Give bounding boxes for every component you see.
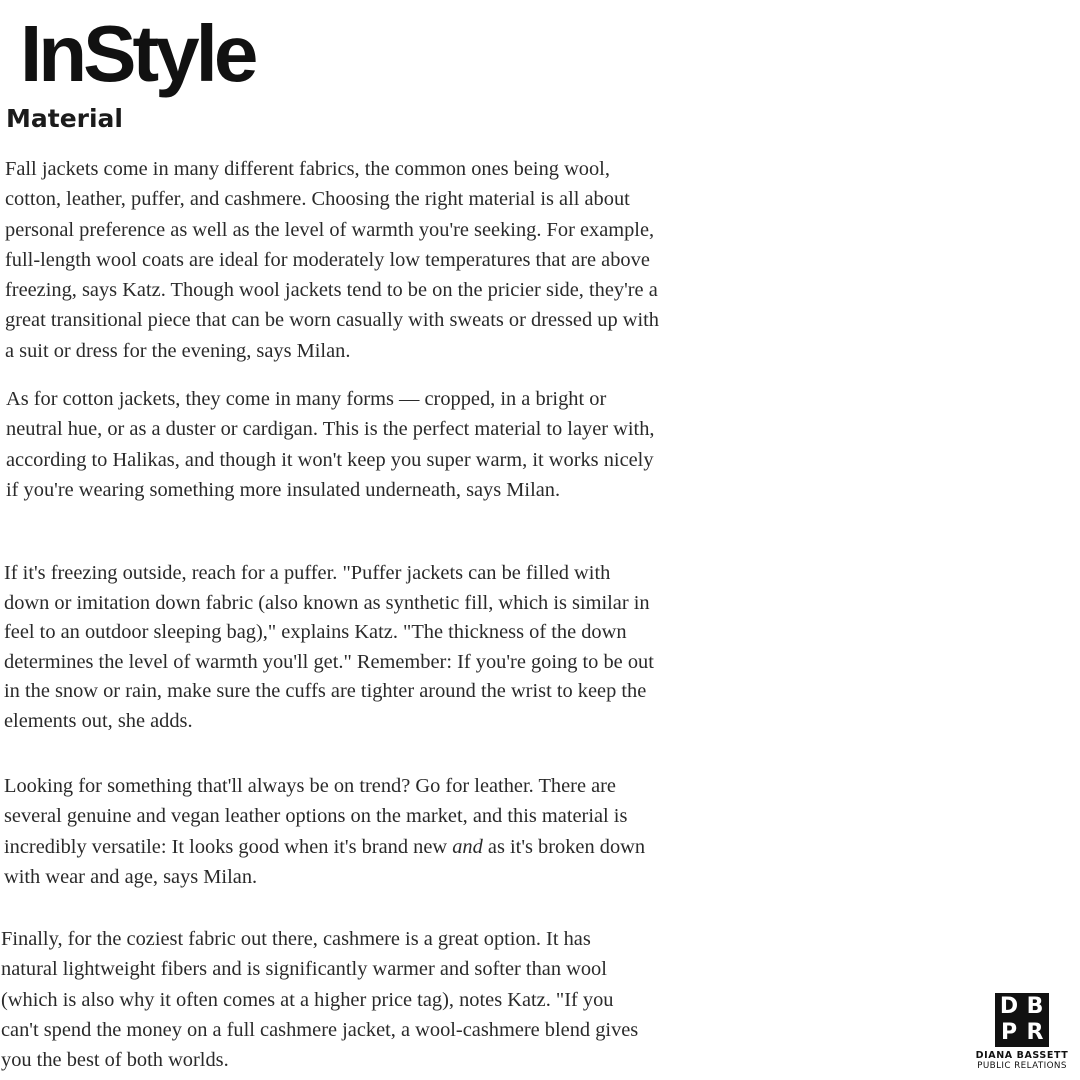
dbpr-name: DIANA BASSETT — [975, 1050, 1069, 1061]
paragraph-leather — [4, 771, 664, 892]
section-heading: Material — [6, 104, 123, 133]
dbpr-logo-mark — [995, 993, 1049, 1047]
paragraph-leather-text-1: Looking for something that'll always be on trend? Go for leather. There are several genuine and vegan leather options on the market, and this material is incredibly versatile: It looks good when it's brand new — [4, 775, 628, 858]
dbpr-badge — [964, 993, 1080, 1071]
paragraph-cashmere: Finally, for the coziest fabric out there, cashmere is a great option. It has natural lightweight fibers and is significantly warmer and softer than wool (which is also why it often comes at a higher price tag), notes Katz. "If you can't spend the money on a full cashmere jacket, a wool-cashmere blend gives you the best of both worlds. — [1, 928, 639, 1072]
paragraph-leather-emphasis: and — [452, 835, 483, 858]
dbpr-subtitle: PUBLIC RELATIONS — [977, 1061, 1067, 1071]
dbpr-letter-d: D — [999, 994, 1019, 1019]
paragraph-leather-text-2: as it's broken down with wear and age, says Milan. — [4, 835, 646, 888]
dbpr-letter-b: B — [1026, 994, 1044, 1019]
paragraph-wool: Fall jackets come in many different fabrics, the common ones being wool, cotton, leather, puffer, and cashmere. Choosing the right material is all about personal preference as well as the level of warmth you're seeking. For example, full-length wool coats are ideal for moderately low temperatures that are above freezing, says Katz. Though wool jackets tend to be on the pricier side, they're a great transitional piece that can be worn casually with sweats or dressed up with a suit or dress for the evening, says Milan. — [5, 158, 659, 362]
instyle-logo: InStyle — [20, 9, 255, 98]
paragraph-puffer: If it's freezing outside, reach for a puffer. "Puffer jackets can be filled with down or imitation down fabric (also known as synthetic fill, which is similar in feel to an outdoor sleeping bag)," explains Katz. "The thickness of the down determines the level of warmth you'll get." Remember: If you're going to be out in the snow or rain, make sure the cuffs are tighter around the wrist to keep the elements out, she adds. — [4, 562, 654, 732]
dbpr-letter-p: P — [1000, 1020, 1018, 1045]
dbpr-letter-r: R — [1026, 1020, 1044, 1045]
paragraph-cotton: As for cotton jackets, they come in many forms — cropped, in a bright or neutral hue, or as a duster or cardigan. This is the perfect material to layer with, according to Halikas, and though it won't keep you super warm, it works nicely if you're wearing something more insulated underneath, says Milan. — [6, 388, 655, 501]
